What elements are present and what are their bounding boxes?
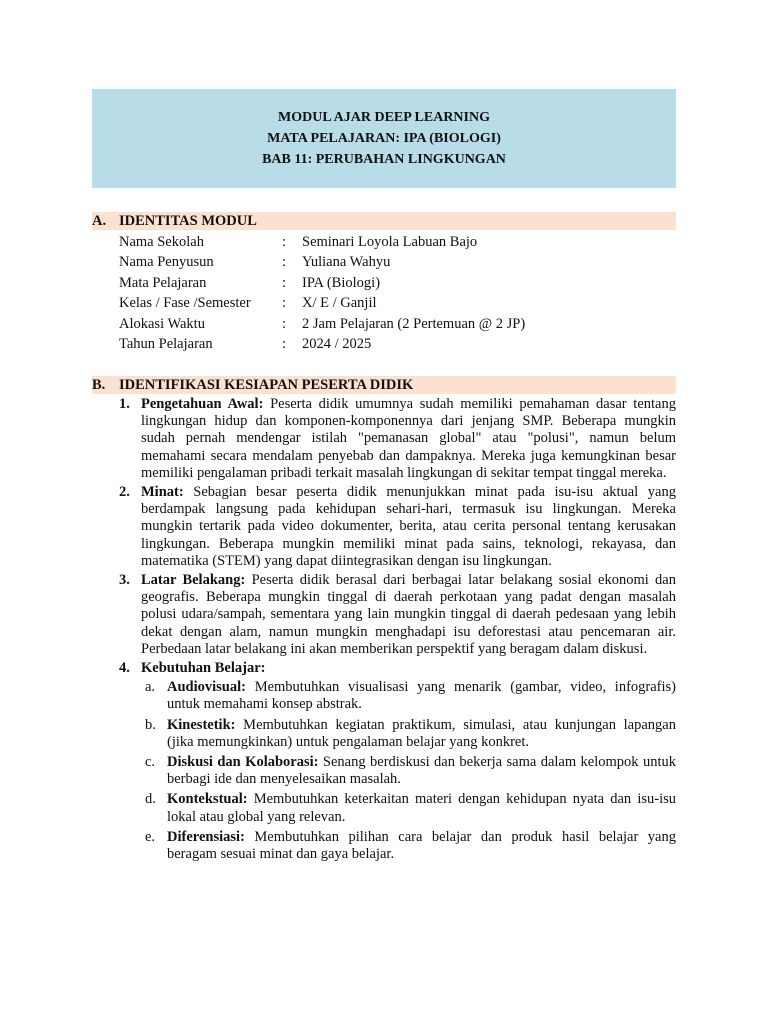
identity-value: 2 Jam Pelajaran (2 Pertemuan @ 2 JP) (302, 315, 526, 332)
sub-item-term: Diskusi dan Kolaborasi: (167, 754, 319, 771)
item-number: 4. (119, 660, 130, 677)
sub-item-body: Membutuhkan visualisasi yang menarik (gambar, video, infografis) untuk memahami konsep abstrak. (167, 679, 676, 713)
title-line-2: MATA PELAJARAN: IPA (BIOLOGI) (267, 131, 501, 146)
identity-label: Nama Sekolah (119, 234, 204, 250)
identity-row (119, 252, 676, 272)
sub-item-text (167, 791, 676, 825)
sub-item-text (167, 754, 676, 788)
sub-item-letter: a. (145, 679, 156, 696)
section-b-heading (92, 376, 676, 394)
sub-item-body: Membutuhkan pilihan cara belajar dan produk hasil belajar yang beragam sesuai minat dan gaya belajar. (167, 828, 676, 863)
item-number: 2. (119, 484, 130, 501)
item-number: 3. (119, 572, 130, 589)
identity-row (119, 273, 676, 293)
sub-list-item (141, 679, 676, 713)
title-line-3: BAB 11: PERUBAHAN LINGKUNGAN (262, 152, 506, 167)
identity-table (119, 232, 676, 354)
learning-needs-sublist (141, 679, 676, 863)
sub-item-letter: e. (145, 828, 156, 845)
item-number: 1. (119, 396, 130, 412)
identity-colon: : (282, 254, 287, 271)
identity-row (119, 314, 676, 334)
sub-item-text (167, 679, 676, 713)
sub-item-text (167, 717, 676, 751)
sub-item-body: Membutuhkan keterkaitan materi dengan kehidupan nyata dan isu-isu lokal atau global yang relevan. (167, 791, 676, 825)
title-box (92, 89, 676, 188)
list-item (119, 484, 676, 570)
sub-list-item (141, 754, 676, 788)
identity-label: Nama Penyusun (119, 254, 214, 271)
identity-colon: : (282, 234, 287, 250)
identity-row (119, 293, 676, 313)
identity-label: Mata Pelajaran (119, 274, 207, 291)
readiness-list (119, 396, 676, 866)
sub-list-item (141, 829, 676, 863)
item-text (141, 660, 676, 677)
item-text (141, 572, 676, 658)
identity-label: Alokasi Waktu (119, 315, 205, 332)
identity-label: Kelas / Fase /Semester (119, 295, 251, 312)
sub-item-body: Membutuhkan kegiatan praktikum, simulasi, atau kunjungan lapangan (jika memungkinkan) untuk pengalaman belajar yang konkret. (167, 716, 676, 750)
list-item (119, 572, 676, 658)
sub-item-letter: b. (145, 716, 156, 733)
identity-value: Seminari Loyola Labuan Bajo (302, 234, 478, 250)
section-a-heading (92, 212, 676, 230)
sub-item-term: Diferensiasi: (167, 828, 245, 845)
sub-item-term: Kinestetik: (167, 716, 236, 733)
item-body: Sebagian besar peserta didik menunjukkan minat pada isu-isu aktual yang berdampak langsung pada kehidupan sehari-hari, termasuk isu lingkungan. Mereka mungkin tertarik pada video dokumenter, berita, atau cerita personal tentang kerusakan lingkungan. Beberapa mungkin memiliki minat pada sains, teknologi, rekayasa, dan matematika (STEM) yang dapat diintegrasikan dengan isu lingkungan. (141, 484, 676, 569)
sub-item-term: Kontekstual: (167, 791, 248, 808)
identity-row (119, 334, 676, 354)
title-line-1: MODUL AJAR DEEP LEARNING (278, 110, 490, 125)
list-item (119, 396, 676, 482)
item-text (141, 484, 676, 570)
sub-item-text (167, 829, 676, 863)
section-a-letter: A. (92, 213, 107, 229)
sub-item-letter: c. (145, 754, 156, 771)
sub-item-letter: d. (145, 791, 156, 808)
item-text (141, 396, 676, 482)
identity-label: Tahun Pelajaran (119, 335, 213, 352)
identity-row (119, 232, 676, 252)
identity-colon: : (282, 274, 287, 291)
item-body: Peserta didik berasal dari berbagai latar belakang sosial ekonomi dan geografis. Beberapa mungkin tinggal di daerah perkotaan yang padat dengan masalah polusi udara/sampah, sementara yang lain mungkin tinggal di daerah pedesaan yang lebih dekat dengan alam, namun mungkin menghadapi isu deforestasi atau pencemaran air. Perbedaan latar belakang ini akan memberikan perspektif yang beragam dalam diskusi. (141, 572, 676, 657)
section-a-title: IDENTITAS MODUL (119, 213, 257, 229)
identity-colon: : (282, 295, 287, 312)
identity-colon: : (282, 315, 287, 332)
list-item (119, 660, 676, 863)
item-term: Pengetahuan Awal: (141, 396, 264, 412)
item-term: Minat: (141, 484, 184, 501)
identity-value: 2024 / 2025 (302, 335, 372, 352)
identity-value: IPA (Biologi) (302, 274, 381, 291)
sub-item-body: Senang berdiskusi dan bekerja sama dalam kelompok untuk berbagi ide dan menyelesaikan masalah. (167, 754, 676, 788)
sub-item-term: Audiovisual: (167, 679, 246, 696)
identity-value: X/ E / Ganjil (302, 295, 377, 312)
item-body: Peserta didik umumnya sudah memiliki pemahaman dasar tentang lingkungan hidup dan komponen-komponennya dari jenjang SMP. Beberapa mungkin sudah pernah mendengar istilah "pemanasan global" atau "polusi", namun belum memahami secara mendalam penyebab dan dampaknya. Mereka juga kemungkinan besar memiliki pengalaman pribadi terkait masalah lingkungan di sekitar tempat tinggal mereka. (141, 396, 676, 481)
section-b-title: IDENTIFIKASI KESIAPAN PESERTA DIDIK (119, 377, 414, 393)
sub-list-item (141, 791, 676, 825)
section-b-letter: B. (92, 377, 106, 393)
identity-value: Yuliana Wahyu (302, 254, 391, 271)
item-term: Latar Belakang: (141, 572, 246, 589)
identity-colon: : (282, 335, 287, 352)
sub-list-item (141, 717, 676, 751)
item-term: Kebutuhan Belajar: (141, 660, 266, 677)
